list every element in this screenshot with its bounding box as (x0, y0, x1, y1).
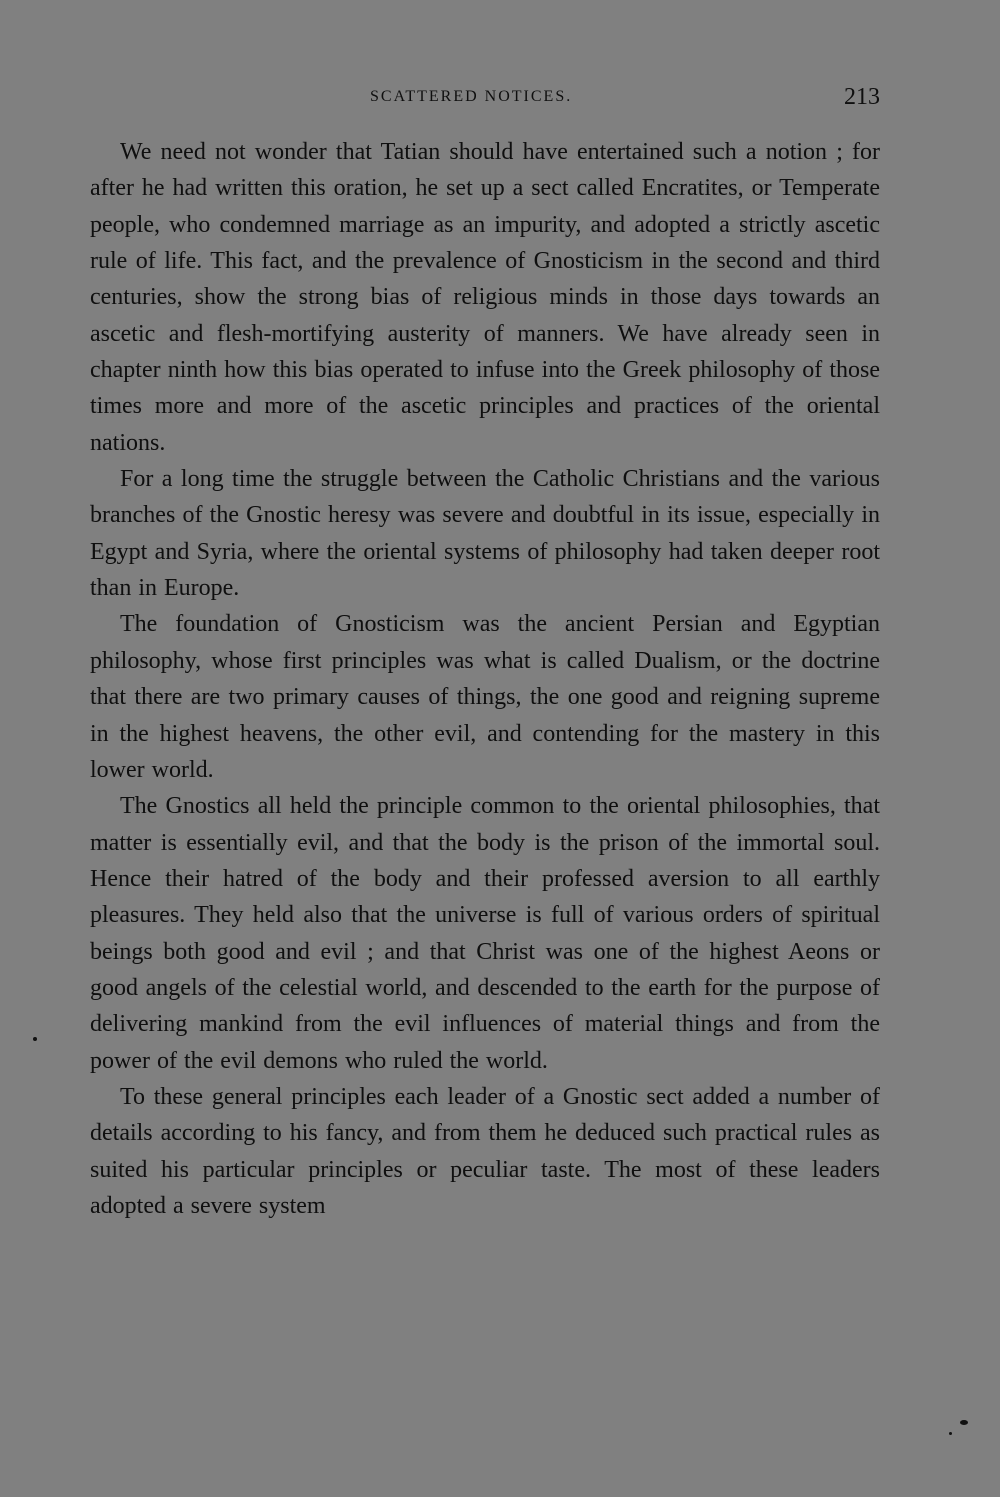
paragraph: The foundation of Gnosticism was the ancient Persian and Egyptian philosophy, whose first principles was what is called Dualism, or the doctrine that there are two primary causes of things, the one good and reigning supreme in the highest heavens, the other evil, and contending for the mastery in this lower world. (90, 611, 880, 783)
ink-speck (960, 1420, 968, 1425)
body-text (90, 134, 880, 1224)
paragraph: The Gnostics all held the principle common to the oriental philosophies, that matter is essentially evil, and that the body is the prison of the immortal soul. Hence their hatred of the body and their professed aversion to all earthly pleasures. They held also that the universe is full of various orders of spiritual beings both good and evil ; and that Christ was one of the highest Aeons or good angels of the celestial world, and descended to the earth for the purpose of delivering mankind from the evil influences of material things and from the power of the evil demons who ruled the world. (90, 793, 880, 1074)
ink-speck (33, 1037, 37, 1041)
ink-speck (949, 1432, 952, 1435)
page-number: 213 (844, 84, 880, 110)
running-head: SCATTERED NOTICES. (370, 88, 573, 105)
page-header (90, 84, 880, 116)
paragraph: To these general principles each leader of a Gnostic sect added a number of details according to his fancy, and from them he deduced such practical rules as suited his particular principles or peculiar taste. The most of these leaders adopted a severe system (90, 1083, 880, 1219)
paragraph: For a long time the struggle between the Catholic Christians and the various branches of the Gnostic heresy was severe and doubtful in its issue, especially in Egypt and Syria, where the oriental systems of philosophy had taken deeper root than in Europe. (90, 466, 880, 602)
paragraph: We need not wonder that Tatian should have entertained such a notion ; for after he had written this oration, he set up a sect called Encratites, or Temperate people, who condemned marriage as an impurity, and adopted a strictly ascetic rule of life. This fact, and the prevalence of Gnosticism in the second and third centuries, show the strong bias of religious minds in those days towards an ascetic and flesh-mortifying austerity of manners. We have already seen in chapter ninth how this bias operated to infuse into the Greek philosophy of those times more and more of the ascetic principles and practices of the oriental nations. (90, 139, 880, 456)
